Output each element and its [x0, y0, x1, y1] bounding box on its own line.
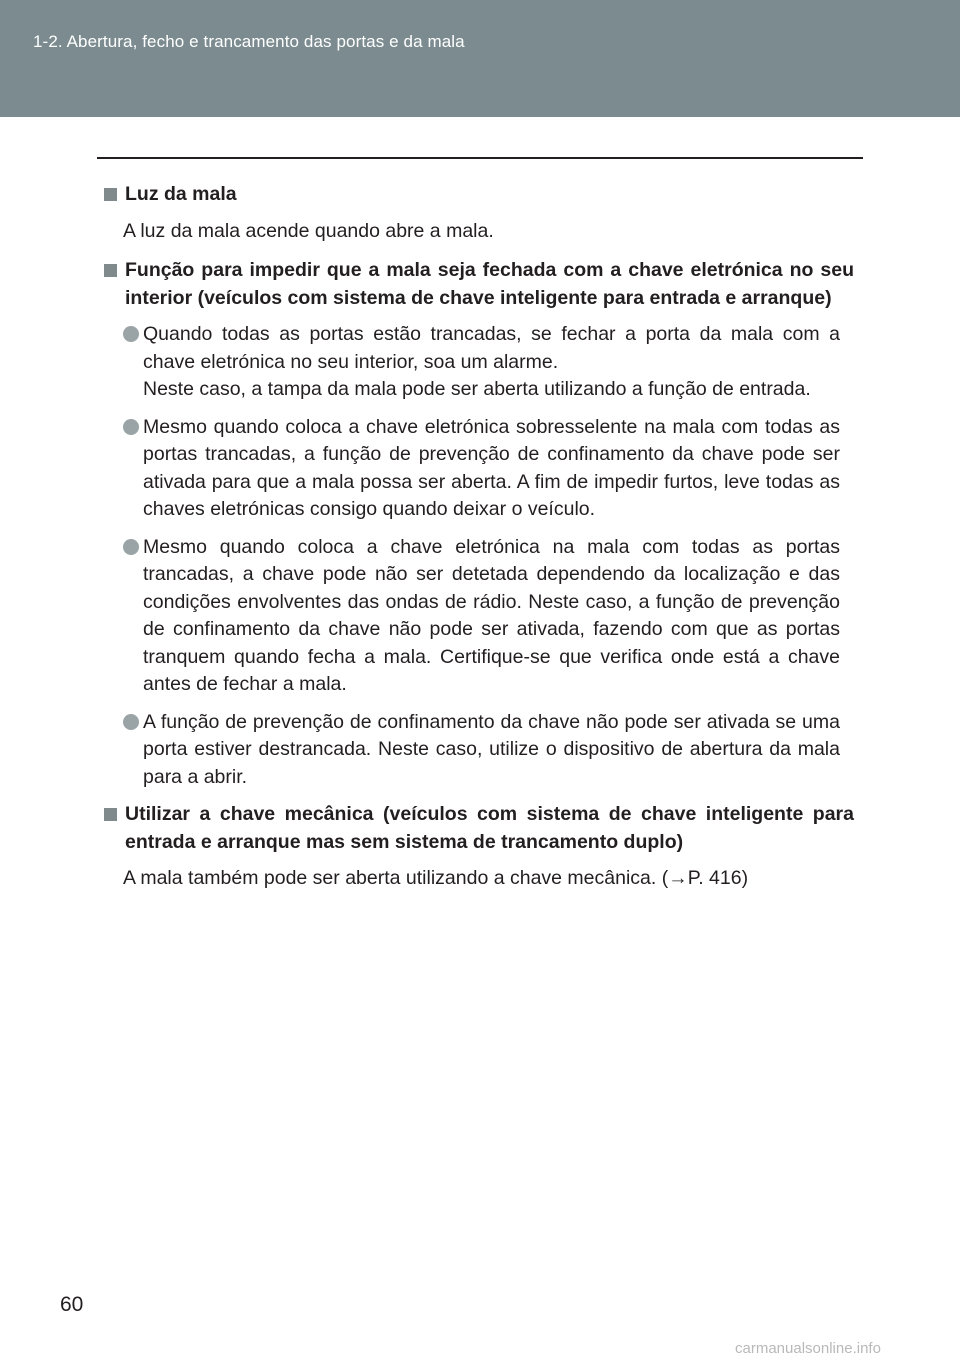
- square-bullet-icon: [104, 808, 117, 821]
- page-number: 60: [60, 1293, 84, 1316]
- section-heading-funcao-impedir: Função para impedir que a mala seja fechada com a chave eletrónica no seu interior (veículos com sistema de chave inteligente para entrada e arranque): [101, 257, 854, 312]
- watermark: carmanualsonline.info: [735, 1340, 881, 1357]
- square-bullet-icon: [104, 264, 117, 277]
- header-band: [0, 0, 960, 117]
- list-item: Mesmo quando coloca a chave eletrónica na mala com todas as portas trancadas, a chave pode não ser detetada dependendo da localização e das condições envolventes das ondas de rádio. Neste caso, a função de prevenção de confinamento da chave não pode ser ativada, fazendo com que as portas tranquem quando fecha a mala. Certifique-se que verifica onde está a chave antes de fechar a mala.: [101, 534, 854, 699]
- chapter-title: 1-2. Abertura, fecho e trancamento das portas e da mala: [33, 32, 465, 51]
- section-text: A luz da mala acende quando abre a mala.: [123, 219, 494, 242]
- section-heading-luz-da-mala: Luz da mala: [101, 181, 854, 209]
- top-rule: [97, 157, 863, 159]
- section-heading-chave-mecanica: Utilizar a chave mecânica (veículos com sistema de chave inteligente para entrada e arranque mas sem sistema de trancamento duplo): [101, 801, 854, 856]
- list-item: Mesmo quando coloca a chave eletrónica sobresselente na mala com todas as portas trancadas, a função de prevenção de confinamento da chave pode ser ativada para que a mala possa ser aberta. A fim de impedir furtos, leve todas as chaves eletrónicas consigo quando deixar o veículo.: [101, 414, 854, 524]
- square-bullet-icon: [104, 188, 117, 201]
- circle-bullet-icon: [123, 326, 139, 342]
- circle-bullet-icon: [123, 714, 139, 730]
- circle-bullet-icon: [123, 419, 139, 435]
- list-item: A função de prevenção de confinamento da chave não pode ser ativada se uma porta estiver destrancada. Neste caso, utilize o dispositivo de abertura da mala para a abrir.: [101, 709, 854, 792]
- section-text: A mala também pode ser aberta utilizando a chave mecânica. (→P. 416): [123, 867, 749, 889]
- circle-bullet-icon: [123, 539, 139, 555]
- page-content: [101, 181, 854, 905]
- list-item: Quando todas as portas estão trancadas, se fechar a porta da mala com a chave eletrónica no seu interior, soa um alarme. Neste caso, a tampa da mala pode ser aberta utilizando a função de entrada.: [101, 321, 854, 404]
